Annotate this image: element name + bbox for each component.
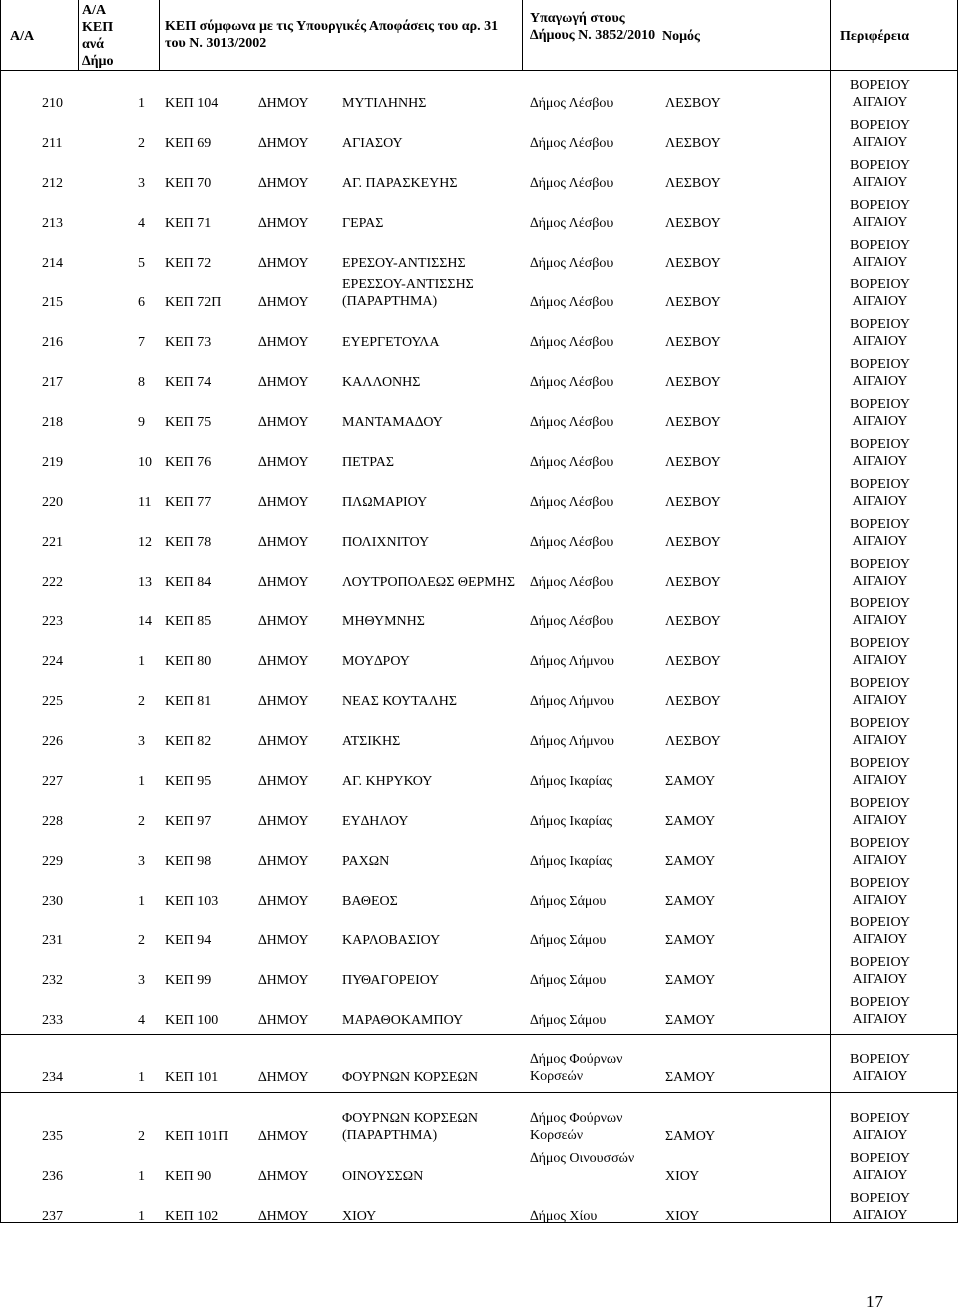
cell-kep: ΚΕΠ 69 <box>165 136 212 151</box>
cell-kep: ΚΕΠ 77 <box>165 495 212 510</box>
cell-aa-dimo: 3 <box>138 973 145 988</box>
header-ypagogi: Υπαγωγή στους ∆ήμους Ν. 3852/2010 <box>530 11 656 43</box>
cell-kep: ΚΕΠ 102 <box>165 1209 219 1224</box>
cell-aa: 233 <box>42 1013 63 1028</box>
cell-kep: ΚΕΠ 75 <box>165 415 212 430</box>
cell-nomos: ΛΕΣΒΟΥ <box>665 575 721 590</box>
cell-name: ΕΡΕΣΟΥ-ΑΝΤΙΣΣΗΣ <box>342 256 466 271</box>
cell-dhmou: ∆ΗΜΟΥ <box>258 136 309 151</box>
cell-name: ΑΤΣΙΚΗΣ <box>342 734 401 749</box>
cell-name: ΠΥΘΑΓΟΡΕΙΟΥ <box>342 973 440 988</box>
cell-aa: 210 <box>42 96 63 111</box>
cell-aa-dimo: 1 <box>138 96 145 111</box>
cell-nomos: ΣΑΜΟΥ <box>665 1013 716 1028</box>
cell-name: ΦΟΥΡΝΩΝ ΚΟΡΣΕΩΝ <box>342 1070 478 1085</box>
cell-aa-dimo: 5 <box>138 256 145 271</box>
cell-dimos: ∆ήμος Φούρνων Κορσεών <box>530 1111 623 1143</box>
cell-aa-dimo: 7 <box>138 335 145 350</box>
cell-kep: ΚΕΠ 72 <box>165 256 212 271</box>
cell-aa: 220 <box>42 495 63 510</box>
cell-dhmou: ∆ΗΜΟΥ <box>258 1169 309 1184</box>
cell-dimos: ∆ήμος Ικαρίας <box>530 774 612 789</box>
cell-nomos: ΧΙΟΥ <box>665 1209 700 1224</box>
cell-kep: ΚΕΠ 72Π <box>165 295 222 310</box>
cell-dimos: ∆ήμος Ικαρίας <box>530 854 612 869</box>
cell-kep: ΚΕΠ 73 <box>165 335 212 350</box>
cell-name: ΟΙΝΟΥΣΣΩΝ <box>342 1169 424 1184</box>
cell-name: ΜΑΝΤΑΜΑ∆ΟΥ <box>342 415 443 430</box>
cell-dhmou: ∆ΗΜΟΥ <box>258 1013 309 1028</box>
cell-aa-dimo: 2 <box>138 1129 145 1144</box>
cell-perifereia: ΒΟΡΕΙΟΥ ΑΙΓΑΙΟΥ <box>850 238 910 270</box>
cell-nomos: ΣΑΜΟΥ <box>665 814 716 829</box>
cell-dhmou: ∆ΗΜΟΥ <box>258 854 309 869</box>
cell-aa-dimo: 1 <box>138 894 145 909</box>
cell-dhmou: ∆ΗΜΟΥ <box>258 455 309 470</box>
cell-dhmou: ∆ΗΜΟΥ <box>258 1070 309 1085</box>
cell-perifereia: ΒΟΡΕΙΟΥ ΑΙΓΑΙΟΥ <box>850 78 910 110</box>
cell-dhmou: ∆ΗΜΟΥ <box>258 1129 309 1144</box>
cell-dimos: ∆ήμος Λέσβου <box>530 495 614 510</box>
cell-nomos: ΛΕΣΒΟΥ <box>665 216 721 231</box>
cell-dhmou: ∆ΗΜΟΥ <box>258 216 309 231</box>
cell-aa-dimo: 1 <box>138 654 145 669</box>
cell-aa: 234 <box>42 1070 63 1085</box>
cell-dimos: ∆ήμος Λέσβου <box>530 415 614 430</box>
cell-nomos: ΣΑΜΟΥ <box>665 894 716 909</box>
header-aa: Α/Α <box>10 29 35 44</box>
cell-aa: 217 <box>42 375 63 390</box>
header-aa-dimo: Α/Α ΚΕΠ ανά ∆ήμο <box>82 3 114 69</box>
cell-name: ΜΟΥ∆ΡΟΥ <box>342 654 410 669</box>
cell-nomos: ΣΑΜΟΥ <box>665 1070 716 1085</box>
cell-nomos: ΛΕΣΒΟΥ <box>665 256 721 271</box>
cell-perifereia: ΒΟΡΕΙΟΥ ΑΙΓΑΙΟΥ <box>850 517 910 549</box>
cell-kep: ΚΕΠ 78 <box>165 535 212 550</box>
cell-aa-dimo: 9 <box>138 415 145 430</box>
cell-aa-dimo: 8 <box>138 375 145 390</box>
cell-nomos: ΛΕΣΒΟΥ <box>665 694 721 709</box>
cell-perifereia: ΒΟΡΕΙΟΥ ΑΙΓΑΙΟΥ <box>850 756 910 788</box>
cell-nomos: ΣΑΜΟΥ <box>665 774 716 789</box>
cell-kep: ΚΕΠ 95 <box>165 774 212 789</box>
cell-aa: 224 <box>42 654 63 669</box>
cell-dhmou: ∆ΗΜΟΥ <box>258 415 309 430</box>
cell-dhmou: ∆ΗΜΟΥ <box>258 1209 309 1224</box>
cell-name: ΓΕΡΑΣ <box>342 216 384 231</box>
cell-aa-dimo: 2 <box>138 694 145 709</box>
cell-perifereia: ΒΟΡΕΙΟΥ ΑΙΓΑΙΟΥ <box>850 277 910 309</box>
cell-dimos: ∆ήμος Λήμνου <box>530 654 614 669</box>
cell-dimos: ∆ήμος Σάμου <box>530 933 607 948</box>
cell-name: ΑΓ. ΚΗΡΥΚΟΥ <box>342 774 433 789</box>
cell-dhmou: ∆ΗΜΟΥ <box>258 575 309 590</box>
cell-name: ΑΓΙΑΣΟΥ <box>342 136 403 151</box>
cell-perifereia: ΒΟΡΕΙΟΥ ΑΙΓΑΙΟΥ <box>850 317 910 349</box>
cell-kep: ΚΕΠ 82 <box>165 734 212 749</box>
grid-col-divider-1 <box>78 0 79 70</box>
page-number: 17 <box>866 1292 883 1311</box>
cell-aa-dimo: 13 <box>138 575 152 590</box>
cell-dimos: ∆ήμος Ικαρίας <box>530 814 612 829</box>
cell-dimos: ∆ήμος Χίου <box>530 1209 598 1224</box>
cell-perifereia: ΒΟΡΕΙΟΥ ΑΙΓΑΙΟΥ <box>850 198 910 230</box>
cell-perifereia: ΒΟΡΕΙΟΥ ΑΙΓΑΙΟΥ <box>850 437 910 469</box>
cell-name: ΠΛΩΜΑΡΙΟΥ <box>342 495 428 510</box>
cell-aa-dimo: 2 <box>138 136 145 151</box>
cell-dimos: ∆ήμος Σάμου <box>530 1013 607 1028</box>
cell-perifereia: ΒΟΡΕΙΟΥ ΑΙΓΑΙΟΥ <box>850 357 910 389</box>
cell-aa-dimo: 1 <box>138 1209 145 1224</box>
cell-perifereia: ΒΟΡΕΙΟΥ ΑΙΓΑΙΟΥ <box>850 557 910 589</box>
cell-dhmou: ∆ΗΜΟΥ <box>258 814 309 829</box>
cell-kep: ΚΕΠ 94 <box>165 933 212 948</box>
cell-aa: 227 <box>42 774 63 789</box>
cell-aa: 218 <box>42 415 63 430</box>
cell-aa-dimo: 12 <box>138 535 152 550</box>
cell-kep: ΚΕΠ 84 <box>165 575 212 590</box>
cell-perifereia: ΒΟΡΕΙΟΥ ΑΙΓΑΙΟΥ <box>850 955 910 987</box>
cell-name: ΦΟΥΡΝΩΝ ΚΟΡΣΕΩΝ (ΠΑΡΑΡΤΗΜΑ) <box>342 1111 478 1143</box>
cell-perifereia: ΒΟΡΕΙΟΥ ΑΙΓΑΙΟΥ <box>850 1191 910 1223</box>
cell-dimos: ∆ήμος Λέσβου <box>530 136 614 151</box>
cell-nomos: ΛΕΣΒΟΥ <box>665 535 721 550</box>
cell-dhmou: ∆ΗΜΟΥ <box>258 256 309 271</box>
cell-perifereia: ΒΟΡΕΙΟΥ ΑΙΓΑΙΟΥ <box>850 716 910 748</box>
cell-aa: 213 <box>42 216 63 231</box>
grid-col-divider-3 <box>522 0 523 70</box>
cell-aa-dimo: 3 <box>138 734 145 749</box>
cell-perifereia: ΒΟΡΕΙΟΥ ΑΙΓΑΙΟΥ <box>850 118 910 150</box>
cell-perifereia: ΒΟΡΕΙΟΥ ΑΙΓΑΙΟΥ <box>850 397 910 429</box>
cell-nomos: ΛΕΣΒΟΥ <box>665 654 721 669</box>
cell-aa: 219 <box>42 455 63 470</box>
cell-name: ΕΥ∆ΗΛΟΥ <box>342 814 409 829</box>
cell-aa: 215 <box>42 295 63 310</box>
cell-dhmou: ∆ΗΜΟΥ <box>258 96 309 111</box>
cell-aa-dimo: 11 <box>138 495 152 510</box>
cell-nomos: ΛΕΣΒΟΥ <box>665 176 721 191</box>
cell-perifereia: ΒΟΡΕΙΟΥ ΑΙΓΑΙΟΥ <box>850 596 910 628</box>
cell-dimos: ∆ήμος Λέσβου <box>530 575 614 590</box>
grid-gap-top <box>0 1034 958 1035</box>
cell-aa-dimo: 14 <box>138 614 152 629</box>
cell-aa: 232 <box>42 973 63 988</box>
cell-dimos: ∆ήμος Λέσβου <box>530 614 614 629</box>
cell-aa: 212 <box>42 176 63 191</box>
cell-dimos: ∆ήμος Λέσβου <box>530 535 614 550</box>
cell-dimos: ∆ήμος Λέσβου <box>530 335 614 350</box>
cell-aa: 228 <box>42 814 63 829</box>
cell-kep: ΚΕΠ 104 <box>165 96 219 111</box>
cell-name: ΜΑΡΑΘΟΚΑΜΠΟΥ <box>342 1013 464 1028</box>
cell-nomos: ΣΑΜΟΥ <box>665 933 716 948</box>
cell-name: ΕΡΕΣΣΟΥ-ΑΝΤΙΣΣΗΣ (ΠΑΡΑΡΤΗΜΑ) <box>342 277 474 309</box>
cell-aa: 223 <box>42 614 63 629</box>
cell-name: ΚΑΛΛΟΝΗΣ <box>342 375 421 390</box>
cell-name: ΠΟΛΙΧΝΙΤΟΥ <box>342 535 430 550</box>
cell-aa: 216 <box>42 335 63 350</box>
cell-dhmou: ∆ΗΜΟΥ <box>258 295 309 310</box>
cell-aa-dimo: 2 <box>138 933 145 948</box>
cell-aa-dimo: 2 <box>138 814 145 829</box>
cell-nomos: ΣΑΜΟΥ <box>665 854 716 869</box>
cell-perifereia: ΒΟΡΕΙΟΥ ΑΙΓΑΙΟΥ <box>850 1052 910 1084</box>
cell-aa-dimo: 10 <box>138 455 152 470</box>
cell-nomos: ΛΕΣΒΟΥ <box>665 136 721 151</box>
cell-aa: 236 <box>42 1169 63 1184</box>
cell-perifereia: ΒΟΡΕΙΟΥ ΑΙΓΑΙΟΥ <box>850 1151 910 1183</box>
cell-dimos: ∆ήμος Λέσβου <box>530 176 614 191</box>
cell-dhmou: ∆ΗΜΟΥ <box>258 614 309 629</box>
cell-dhmou: ∆ΗΜΟΥ <box>258 335 309 350</box>
cell-dimos: ∆ήμος Λέσβου <box>530 295 614 310</box>
cell-dimos: ∆ήμος Οινουσσών <box>530 1151 635 1166</box>
cell-name: ΠΕΤΡΑΣ <box>342 455 394 470</box>
cell-nomos: ΣΑΜΟΥ <box>665 1129 716 1144</box>
cell-perifereia: ΒΟΡΕΙΟΥ ΑΙΓΑΙΟΥ <box>850 1111 910 1143</box>
cell-kep: ΚΕΠ 85 <box>165 614 212 629</box>
cell-perifereia: ΒΟΡΕΙΟΥ ΑΙΓΑΙΟΥ <box>850 158 910 190</box>
cell-aa: 231 <box>42 933 63 948</box>
cell-aa: 229 <box>42 854 63 869</box>
grid-col-divider-2 <box>159 0 160 70</box>
cell-aa: 221 <box>42 535 63 550</box>
cell-name: ΧΙΟΥ <box>342 1209 377 1224</box>
cell-dimos: ∆ήμος Λέσβου <box>530 216 614 231</box>
cell-aa: 230 <box>42 894 63 909</box>
cell-dhmou: ∆ΗΜΟΥ <box>258 654 309 669</box>
cell-perifereia: ΒΟΡΕΙΟΥ ΑΙΓΑΙΟΥ <box>850 796 910 828</box>
cell-kep: ΚΕΠ 70 <box>165 176 212 191</box>
cell-perifereia: ΒΟΡΕΙΟΥ ΑΙΓΑΙΟΥ <box>850 636 910 668</box>
cell-kep: ΚΕΠ 81 <box>165 694 212 709</box>
grid-header-bottom <box>0 70 958 71</box>
cell-nomos: ΛΕΣΒΟΥ <box>665 415 721 430</box>
cell-aa: 237 <box>42 1209 63 1224</box>
cell-kep: ΚΕΠ 98 <box>165 854 212 869</box>
cell-perifereia: ΒΟΡΕΙΟΥ ΑΙΓΑΙΟΥ <box>850 915 910 947</box>
cell-aa: 214 <box>42 256 63 271</box>
cell-nomos: ΛΕΣΒΟΥ <box>665 495 721 510</box>
cell-kep: ΚΕΠ 97 <box>165 814 212 829</box>
cell-dhmou: ∆ΗΜΟΥ <box>258 375 309 390</box>
cell-nomos: ΛΕΣΒΟΥ <box>665 734 721 749</box>
cell-name: ΜΥΤΙΛΗΝΗΣ <box>342 96 427 111</box>
cell-kep: ΚΕΠ 99 <box>165 973 212 988</box>
cell-name: ΛΟΥΤΡΟΠΟΛΕΩΣ ΘΕΡΜΗΣ <box>342 575 516 590</box>
cell-name: ΚΑΡΛΟΒΑΣΙΟΥ <box>342 933 441 948</box>
cell-name: ΜΗΘΥΜΝΗΣ <box>342 614 425 629</box>
cell-perifereia: ΒΟΡΕΙΟΥ ΑΙΓΑΙΟΥ <box>850 836 910 868</box>
cell-dhmou: ∆ΗΜΟΥ <box>258 535 309 550</box>
cell-dhmou: ∆ΗΜΟΥ <box>258 495 309 510</box>
cell-dimos: ∆ήμος Λέσβου <box>530 256 614 271</box>
cell-aa: 222 <box>42 575 63 590</box>
cell-nomos: ΧΙΟΥ <box>665 1169 700 1184</box>
cell-aa-dimo: 1 <box>138 774 145 789</box>
cell-dhmou: ∆ΗΜΟΥ <box>258 894 309 909</box>
cell-nomos: ΛΕΣΒΟΥ <box>665 614 721 629</box>
cell-aa-dimo: 4 <box>138 1013 145 1028</box>
header-perifereia: Περιφέρεια <box>840 29 910 44</box>
cell-perifereia: ΒΟΡΕΙΟΥ ΑΙΓΑΙΟΥ <box>850 995 910 1027</box>
grid-gap-bottom <box>0 1092 958 1093</box>
cell-perifereia: ΒΟΡΕΙΟΥ ΑΙΓΑΙΟΥ <box>850 477 910 509</box>
cell-kep: ΚΕΠ 90 <box>165 1169 212 1184</box>
cell-nomos: ΛΕΣΒΟΥ <box>665 96 721 111</box>
cell-aa: 225 <box>42 694 63 709</box>
cell-name: ΝΕΑΣ ΚΟΥΤΑΛΗΣ <box>342 694 458 709</box>
cell-kep: ΚΕΠ 76 <box>165 455 212 470</box>
cell-dhmou: ∆ΗΜΟΥ <box>258 973 309 988</box>
cell-kep: ΚΕΠ 71 <box>165 216 212 231</box>
cell-dhmou: ∆ΗΜΟΥ <box>258 933 309 948</box>
cell-dimos: ∆ήμος Λέσβου <box>530 455 614 470</box>
cell-kep: ΚΕΠ 101 <box>165 1070 219 1085</box>
cell-name: ΕΥΕΡΓΕΤΟΥΛΑ <box>342 335 440 350</box>
cell-aa: 211 <box>42 136 63 151</box>
cell-dimos: ∆ήμος Σάμου <box>530 894 607 909</box>
cell-dimos: ∆ήμος Σάμου <box>530 973 607 988</box>
cell-kep: ΚΕΠ 80 <box>165 654 212 669</box>
cell-kep: ΚΕΠ 103 <box>165 894 219 909</box>
cell-kep: ΚΕΠ 101Π <box>165 1129 229 1144</box>
cell-name: ΑΓ. ΠΑΡΑΣΚΕΥΗΣ <box>342 176 458 191</box>
header-nomos: Νομός <box>662 29 700 44</box>
cell-kep: ΚΕΠ 100 <box>165 1013 219 1028</box>
cell-dimos: ∆ήμος Λέσβου <box>530 375 614 390</box>
cell-dimos: ∆ήμος Λέσβου <box>530 96 614 111</box>
cell-perifereia: ΒΟΡΕΙΟΥ ΑΙΓΑΙΟΥ <box>850 676 910 708</box>
cell-dhmou: ∆ΗΜΟΥ <box>258 734 309 749</box>
cell-dhmou: ∆ΗΜΟΥ <box>258 774 309 789</box>
cell-aa-dimo: 1 <box>138 1070 145 1085</box>
header-kep: ΚΕΠ σύμφωνα με τις Υπουργικές Αποφάσεις του αρ. 31 του Ν. 3013/2002 <box>165 19 499 51</box>
cell-aa-dimo: 3 <box>138 854 145 869</box>
cell-perifereia: ΒΟΡΕΙΟΥ ΑΙΓΑΙΟΥ <box>850 876 910 908</box>
cell-nomos: ΛΕΣΒΟΥ <box>665 295 721 310</box>
cell-aa: 226 <box>42 734 63 749</box>
cell-dhmou: ∆ΗΜΟΥ <box>258 176 309 191</box>
cell-aa-dimo: 1 <box>138 1169 145 1184</box>
cell-kep: ΚΕΠ 74 <box>165 375 212 390</box>
cell-aa: 235 <box>42 1129 63 1144</box>
cell-dimos: ∆ήμος Φούρνων Κορσεών <box>530 1052 623 1084</box>
cell-aa-dimo: 3 <box>138 176 145 191</box>
cell-nomos: ΛΕΣΒΟΥ <box>665 455 721 470</box>
cell-nomos: ΣΑΜΟΥ <box>665 973 716 988</box>
cell-nomos: ΛΕΣΒΟΥ <box>665 335 721 350</box>
cell-name: ΒΑΘΕΟΣ <box>342 894 398 909</box>
cell-dimos: ∆ήμος Λήμνου <box>530 694 614 709</box>
grid-right <box>957 0 958 1222</box>
cell-dhmou: ∆ΗΜΟΥ <box>258 694 309 709</box>
grid-left <box>0 0 1 1222</box>
cell-nomos: ΛΕΣΒΟΥ <box>665 375 721 390</box>
cell-aa-dimo: 4 <box>138 216 145 231</box>
cell-dimos: ∆ήμος Λήμνου <box>530 734 614 749</box>
cell-aa-dimo: 6 <box>138 295 145 310</box>
cell-name: ΡΑΧΩΝ <box>342 854 390 869</box>
